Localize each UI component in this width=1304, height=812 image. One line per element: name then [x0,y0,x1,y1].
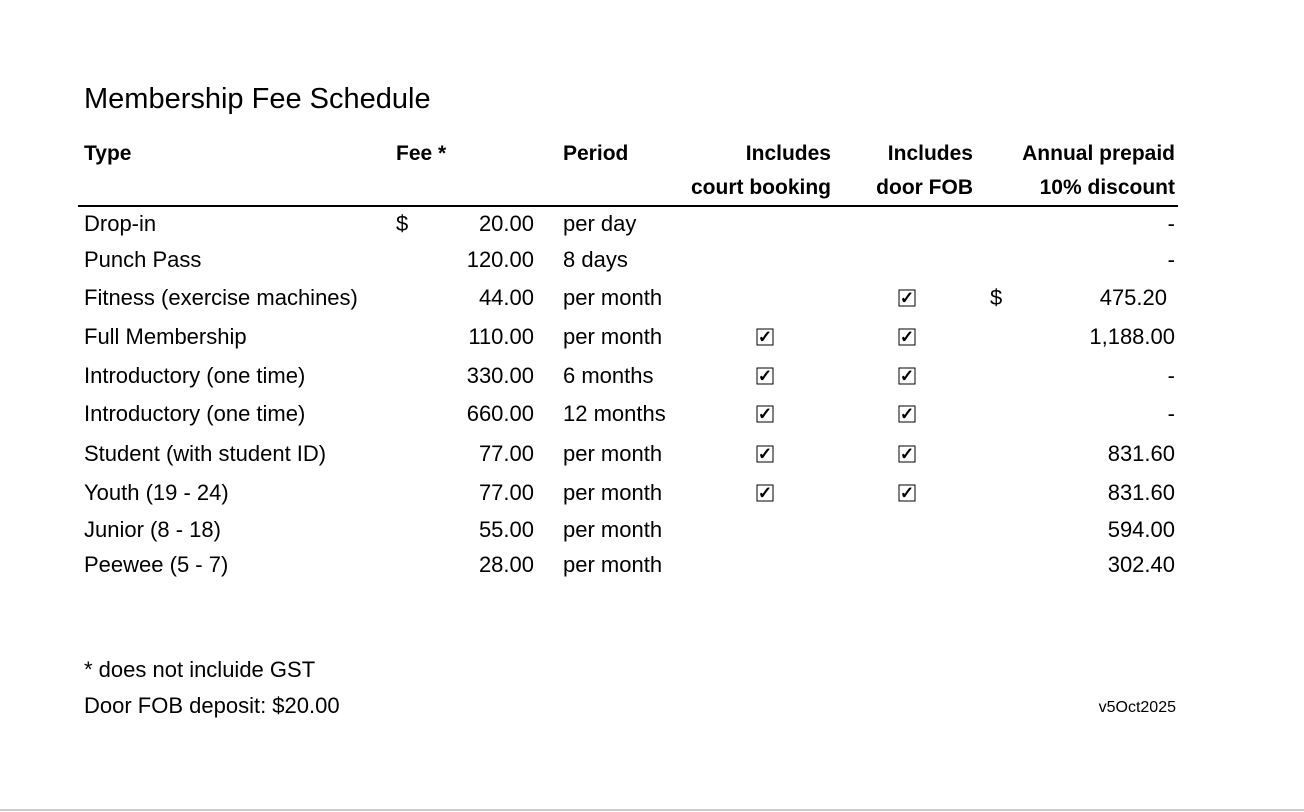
row-annual: 594.00 [1107,517,1175,542]
row-type: Student (with student ID) [84,441,327,466]
header-period: Period [563,142,629,165]
row-fee: 77.00 [478,441,534,466]
header-fob-2: door FOB [876,176,973,199]
row-annual: 831.60 [1107,441,1175,466]
row-period: per month [563,552,663,577]
row-annual: 475.20 [1099,285,1167,310]
row-type: Drop-in [84,211,157,236]
row-type: Full Membership [84,324,247,349]
header-type: Type [84,142,132,165]
header-annual-2: 10% discount [1039,176,1175,199]
row-type: Youth (19 - 24) [84,480,229,505]
row-annual: 302.40 [1107,552,1175,577]
header-annual-1: Annual prepaid [1022,142,1175,165]
fee-currency-symbol: $ [396,211,409,236]
row-period: 6 months [563,363,654,388]
court-booking-checkbox-icon: ✓ [757,327,773,347]
row-type: Junior (8 - 18) [84,517,221,542]
row-fee: 20.00 [478,211,534,236]
row-fee: 77.00 [478,480,534,505]
row-type: Introductory (one time) [84,401,306,426]
door-fob-checkbox-icon: ✓ [899,444,915,464]
header-fee: Fee * [396,142,447,165]
court-booking-checkbox-icon: ✓ [757,444,773,464]
row-period: per month [563,324,663,349]
court-booking-checkbox-icon: ✓ [757,483,773,503]
header-court-1: Includes [745,142,831,165]
annual-currency-symbol: $ [990,285,1003,310]
row-period: per month [563,285,663,310]
row-type: Peewee (5 - 7) [84,552,229,577]
header-fob-1: Includes [887,142,973,165]
row-annual: - [1167,247,1175,272]
row-fee: 44.00 [478,285,534,310]
header-court-2: court booking [691,176,831,199]
row-fee: 55.00 [478,517,534,542]
door-fob-checkbox-icon: ✓ [899,366,915,386]
row-fee: 660.00 [466,401,534,426]
row-fee: 120.00 [466,247,534,272]
row-type: Introductory (one time) [84,363,306,388]
row-annual: - [1167,401,1175,426]
row-annual: - [1167,211,1175,236]
row-type: Punch Pass [84,247,202,272]
door-fob-checkbox-icon: ✓ [899,404,915,424]
row-period: per month [563,480,663,505]
row-period: 12 months [563,401,666,426]
court-booking-checkbox-icon: ✓ [757,366,773,386]
row-annual: - [1167,363,1175,388]
door-fob-checkbox-icon: ✓ [899,483,915,503]
door-fob-checkbox-icon: ✓ [899,327,915,347]
row-period: per month [563,441,663,466]
row-annual: 831.60 [1107,480,1175,505]
bottom-border [0,809,1304,811]
header-rule [78,205,1178,207]
row-type: Fitness (exercise machines) [84,285,358,310]
row-fee: 28.00 [478,552,534,577]
deposit-note: Door FOB deposit: $20.00 [84,693,340,718]
row-fee: 110.00 [468,324,534,349]
row-period: 8 days [563,247,628,272]
row-annual: 1,188.00 [1089,324,1175,349]
court-booking-checkbox-icon: ✓ [757,404,773,424]
door-fob-checkbox-icon: ✓ [899,288,915,308]
row-fee: 330.00 [466,363,534,388]
footnote: * does not incluide GST [84,657,316,682]
version-label: v5Oct2025 [1098,699,1176,716]
row-period: per month [563,517,663,542]
page-title: Membership Fee Schedule [84,83,431,115]
row-period: per day [563,211,637,236]
